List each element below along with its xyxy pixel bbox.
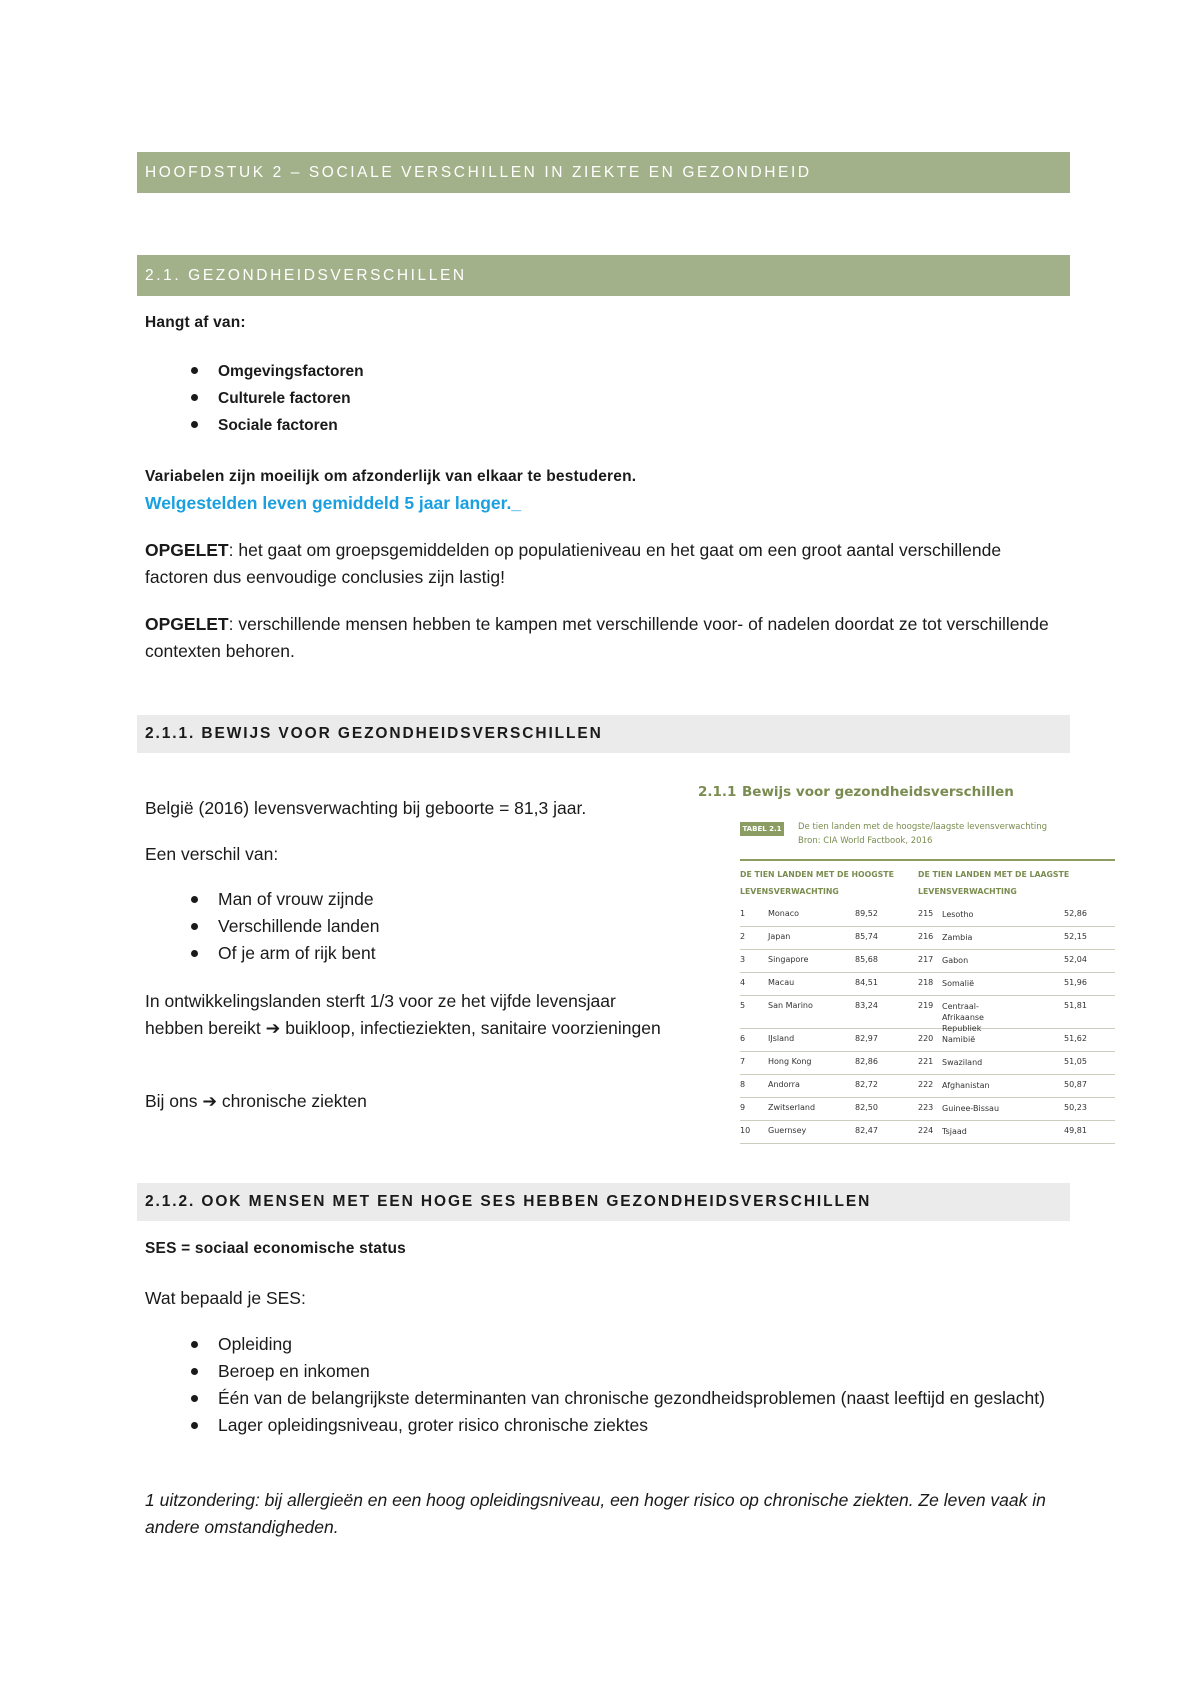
exception-note: 1 uitzondering: bij allergieën en een hoog opleidingsniveau, een hoger risico op chronische ziekten. Ze leven vaak in andere omstandigheden. <box>145 1490 1046 1537</box>
section-2-1-2-heading: 2.1.2. OOK MENSEN MET EEN HOGE SES HEBBEN GEZONDHEIDSVERSCHILLEN <box>137 1183 1070 1221</box>
list-item: Culturele factoren <box>145 385 364 412</box>
column-header-highest: DE TIEN LANDEN MET DE HOOGSTE LEVENSVERWACHTING <box>740 870 894 896</box>
table-row: 3 Singapore 85,68 217 Gabon 52,04 <box>740 950 1115 973</box>
table-row: 4 Macau 84,51 218 Somalië 51,96 <box>740 973 1115 996</box>
life-expectancy-figure <box>690 776 1115 1146</box>
list-item: Of je arm of rijk bent <box>145 940 380 967</box>
arrow-right-icon: ➔ <box>202 1091 218 1111</box>
table-row: 8 Andorra 82,72 222 Afghanistan 50,87 <box>740 1075 1115 1098</box>
table-caption: De tien landen met de hoogste/laagste levensverwachting Bron: CIA World Factbook, 2016 <box>798 822 1048 846</box>
variables-note: Variabelen zijn moeilijk om afzonderlijk van elkaar te bestuderen. <box>145 468 637 485</box>
table-badge: TABEL 2.1 <box>740 822 784 836</box>
factors-list <box>145 358 364 439</box>
list-item: Verschillende landen <box>145 913 380 940</box>
difference-label: Een verschil van: <box>145 844 279 864</box>
table-row: 10 Guernsey 82,47 224 Tsjaad 49,81 <box>740 1121 1115 1144</box>
section-2-1-1-heading: 2.1.1. BEWIJS VOOR GEZONDHEIDSVERSCHILLEN <box>137 715 1070 753</box>
bullet-icon <box>191 421 198 428</box>
bullet-icon <box>191 1368 198 1375</box>
bullet-icon <box>191 950 198 957</box>
chronic-diseases-line: Bij ons ➔ chronische ziekten <box>145 1091 367 1111</box>
belgium-life-expectancy: België (2016) levensverwachting bij geboorte = 81,3 jaar. <box>145 798 587 818</box>
differences-list <box>145 886 380 967</box>
depends-label: Hangt af van: <box>145 314 246 331</box>
list-item: Één van de belangrijkste determinanten van chronische gezondheidsproblemen (naast leeftijd en geslacht) <box>145 1385 1075 1412</box>
list-item: Omgevingsfactoren <box>145 358 364 385</box>
ses-list <box>145 1331 1075 1439</box>
table-rule <box>740 859 1115 861</box>
list-item: Beroep en inkomen <box>145 1358 1075 1385</box>
column-header-lowest: DE TIEN LANDEN MET DE LAAGSTE LEVENSVERWACHTING <box>918 870 1070 896</box>
section-2-1-heading: 2.1. GEZONDHEIDSVERSCHILLEN <box>137 255 1070 296</box>
caution-paragraph-1: OPGELET: het gaat om groepsgemiddelden op populatieniveau en het gaat om een groot aantal verschillende factoren dus eenvoudige conclusies zijn lastig! <box>145 540 1002 587</box>
bullet-icon <box>191 923 198 930</box>
arrow-right-icon: ➔ <box>265 1018 281 1038</box>
list-item: Opleiding <box>145 1331 1075 1358</box>
bullet-icon <box>191 394 198 401</box>
developing-countries-paragraph: In ontwikkelingslanden sterft 1/3 voor ze het vijfde levensjaar hebben bereikt ➔ buikloop, infectieziekten, sanitaire voorzieningen <box>145 991 661 1038</box>
list-item: Man of vrouw zijnde <box>145 886 380 913</box>
chapter-heading: HOOFDSTUK 2 – SOCIALE VERSCHILLEN IN ZIEKTE EN GEZONDHEID <box>137 152 1070 193</box>
list-item: Sociale factoren <box>145 412 364 439</box>
table-row: 2 Japan 85,74 216 Zambia 52,15 <box>740 927 1115 950</box>
list-item: Lager opleidingsniveau, groter risico chronische ziektes <box>145 1412 1075 1439</box>
ses-definition: SES = sociaal economische status <box>145 1240 406 1257</box>
bullet-icon <box>191 1422 198 1429</box>
ses-question: Wat bepaald je SES: <box>145 1288 306 1308</box>
table-body <box>740 904 1115 1144</box>
figure-heading: 2.1.1 Bewijs voor gezondheidsverschillen <box>698 784 1014 800</box>
caution-paragraph-2: OPGELET: verschillende mensen hebben te kampen met verschillende voor- of nadelen doordat ze tot verschillende contexten behoren. <box>145 614 1049 661</box>
bullet-icon <box>191 896 198 903</box>
table-row: 6 IJsland 82,97 220 Namibië 51,62 <box>740 1029 1115 1052</box>
table-row: 9 Zwitserland 82,50 223 Guinee-Bissau 50,23 <box>740 1098 1115 1121</box>
table-row: 7 Hong Kong 82,86 221 Swaziland 51,05 <box>740 1052 1115 1075</box>
highlight-text: Welgestelden leven gemiddeld 5 jaar langer._ <box>145 493 522 513</box>
bullet-icon <box>191 1341 198 1348</box>
bullet-icon <box>191 1395 198 1402</box>
table-row: 1 Monaco 89,52 215 Lesotho 52,86 <box>740 904 1115 927</box>
table-row: 5 San Marino 83,24 219 Centraal-Afrikaanse Republiek 51,81 <box>740 996 1115 1029</box>
bullet-icon <box>191 367 198 374</box>
